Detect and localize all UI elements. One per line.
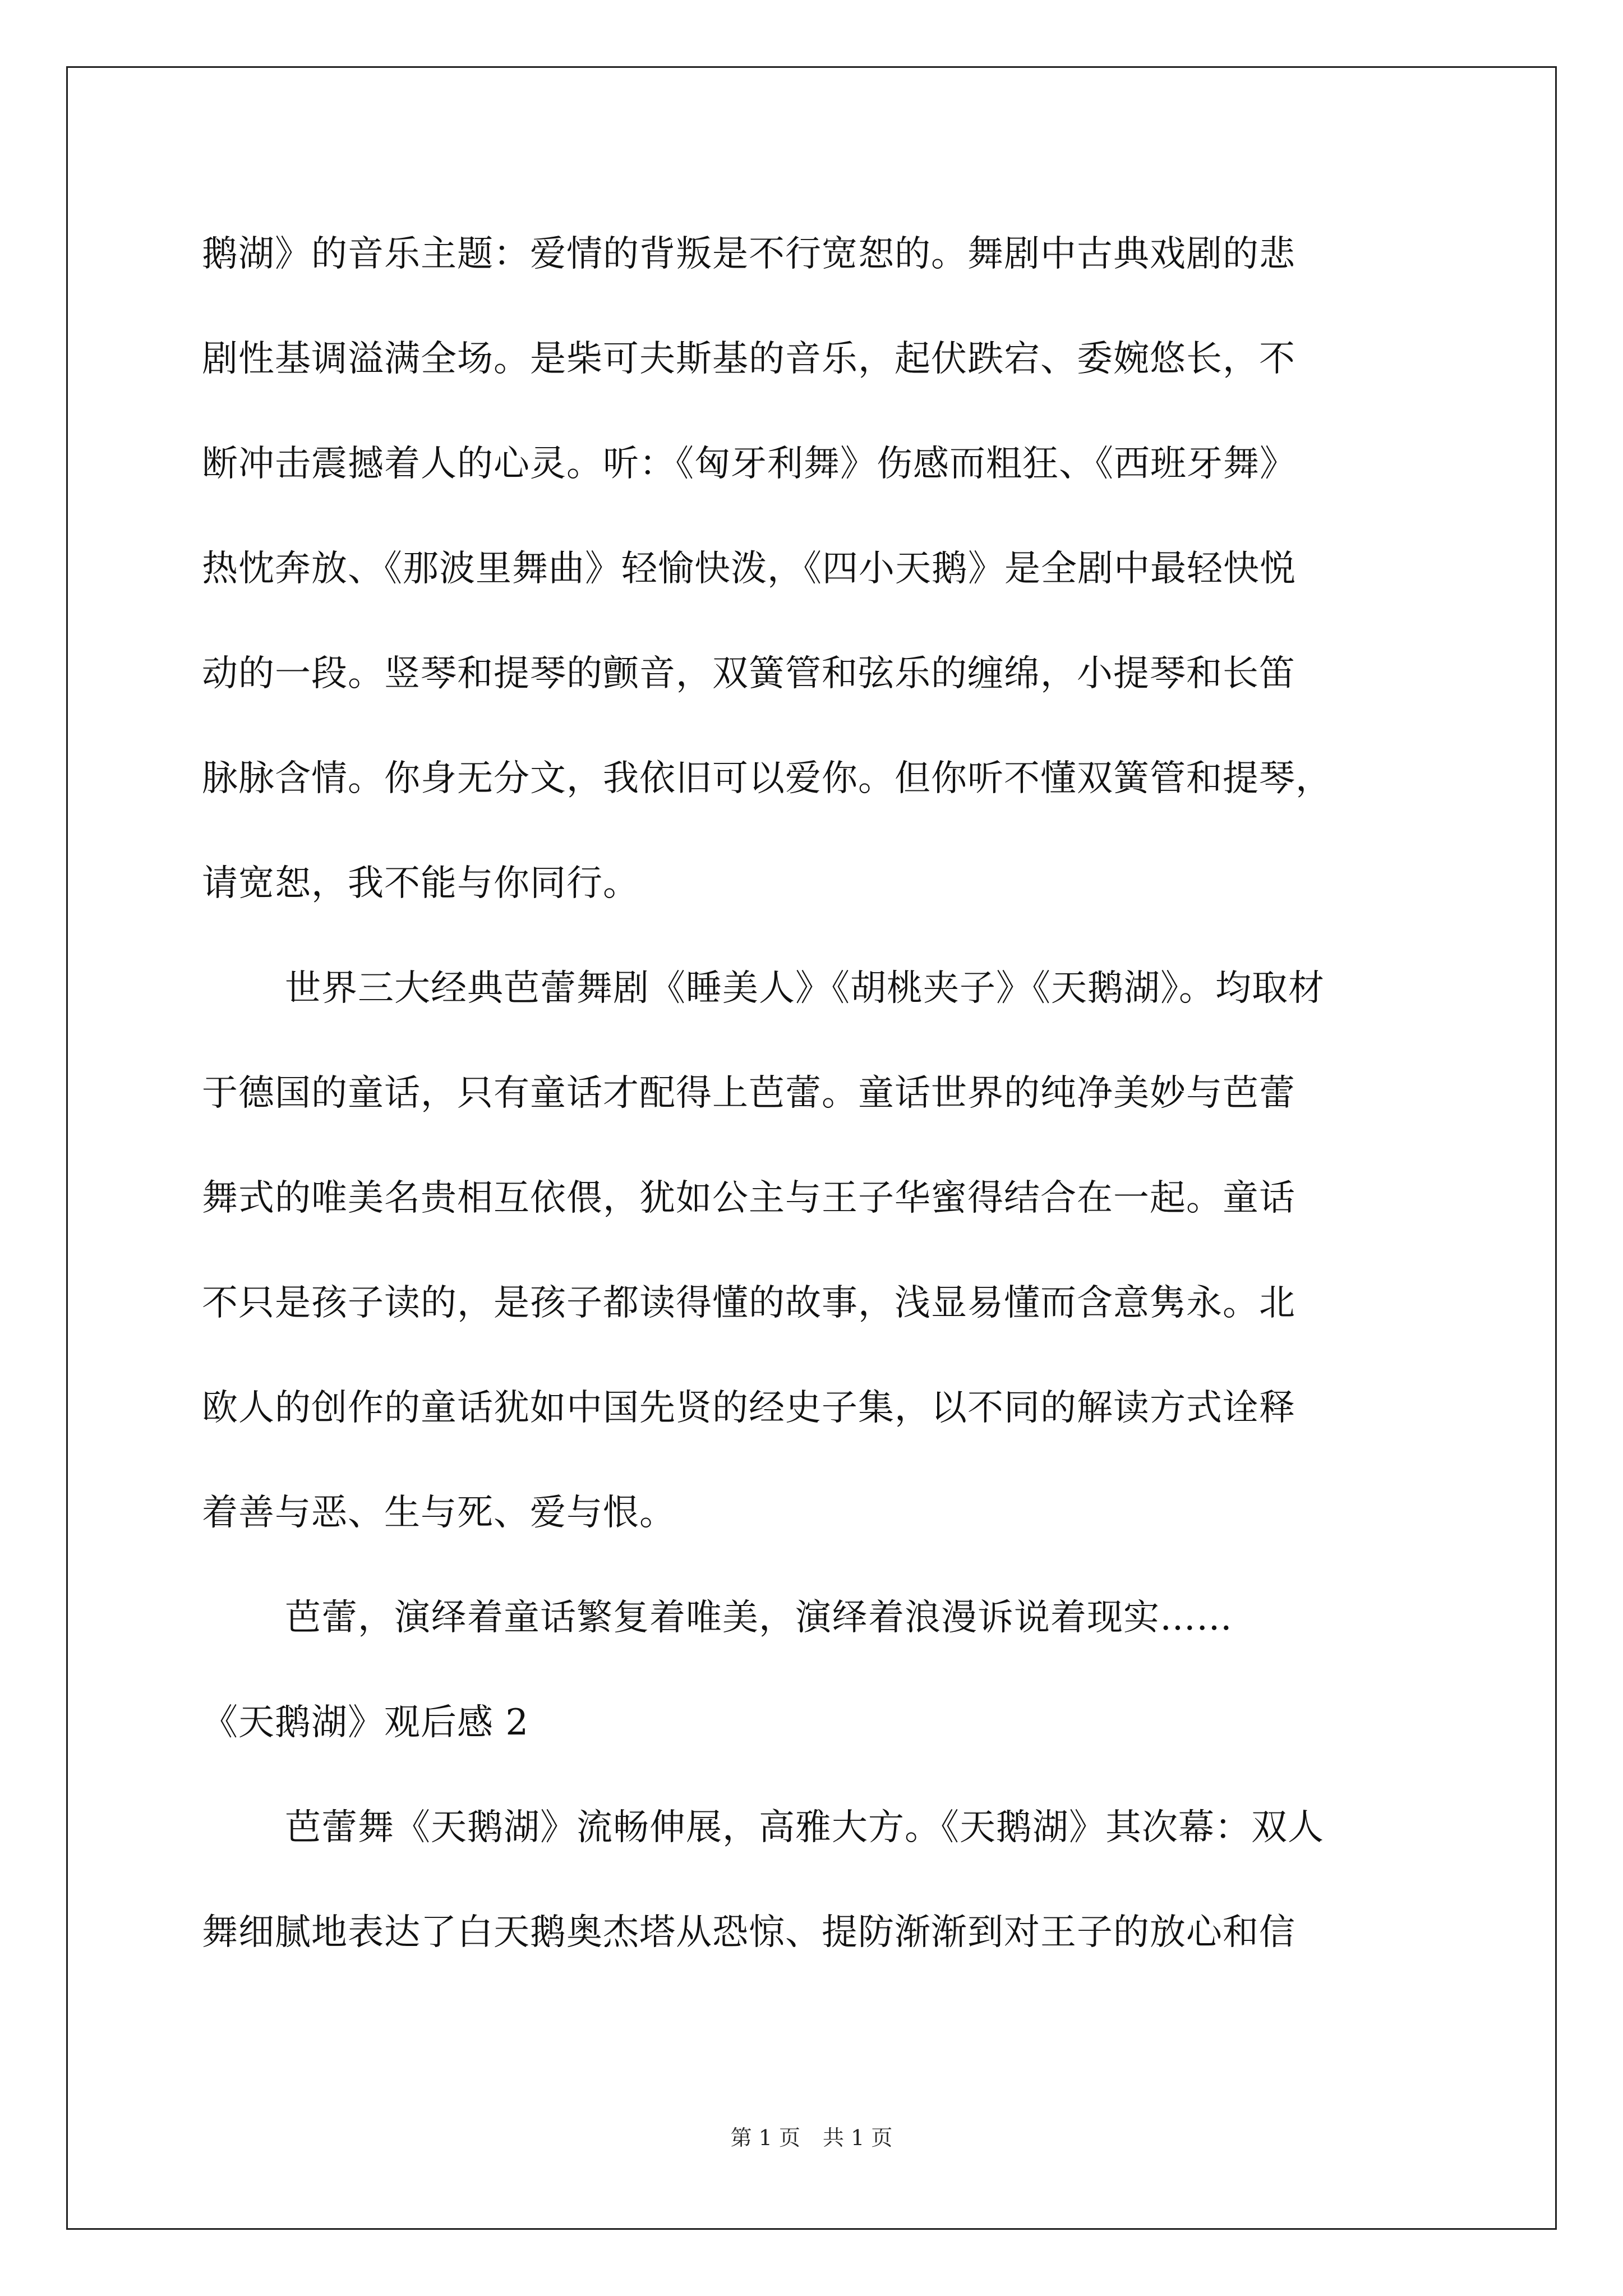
text-line: 脉脉含情。你身无分文，我依旧可以爱你。但你听不懂双簧管和提琴，: [202, 758, 1332, 799]
section-heading: 《天鹅湖》观后感 2: [202, 1702, 529, 1743]
text-line: 欧人的创作的童话犹如中国先贤的经史子集，以不同的解读方式诠释: [202, 1387, 1295, 1429]
text-line: 芭蕾舞《天鹅湖》流畅伸展，高雅大方。《天鹅湖》其次幕：双人: [285, 1807, 1324, 1848]
text-line: 世界三大经典芭蕾舞剧《睡美人》《胡桃夹子》《天鹅湖》。均取材: [285, 968, 1325, 1009]
text-line: 断冲击震撼着人的心灵。听：《匈牙利舞》伤感而粗狂、《西班牙舞》: [202, 443, 1296, 485]
text-line: 热忱奔放、《那波里舞曲》轻愉快泼，《四小天鹅》是全剧中最轻快悦: [202, 548, 1296, 590]
page-footer: [0, 2120, 1623, 2151]
text-line: 舞式的唯美名贵相互依偎，犹如公主与王子华蜜得结合在一起。童话: [202, 1177, 1295, 1219]
page-number: 第 1 页: [730, 2125, 800, 2150]
text-line: 鹅湖》的音乐主题：爱情的背叛是不行宽恕的。舞剧中古典戏剧的悲: [202, 233, 1295, 275]
text-line: 着善与恶、生与死、爱与恨。: [202, 1492, 676, 1534]
text-line: 动的一段。竖琴和提琴的颤音，双簧管和弦乐的缠绵，小提琴和长笛: [202, 653, 1295, 694]
text-line: 芭蕾，演绎着童话繁复着唯美，演绎着浪漫诉说着现实……: [285, 1597, 1233, 1639]
text-line: 请宽恕，我不能与你同行。: [202, 863, 639, 904]
text-line: 剧性基调溢满全场。是柴可夫斯基的音乐，起伏跌宕、委婉悠长，不: [202, 338, 1295, 380]
page-total: 共 1 页: [823, 2125, 893, 2150]
text-line: 不只是孩子读的，是孩子都读得懂的故事，浅显易懂而含意隽永。北: [202, 1282, 1295, 1324]
document-body: [202, 202, 1436, 1985]
text-line: 于德国的童话，只有童话才配得上芭蕾。童话世界的纯净美妙与芭蕾: [202, 1073, 1295, 1114]
text-line: 舞细腻地表达了白天鹅奥杰塔从恐惊、提防渐渐到对王子的放心和信: [202, 1912, 1295, 1953]
